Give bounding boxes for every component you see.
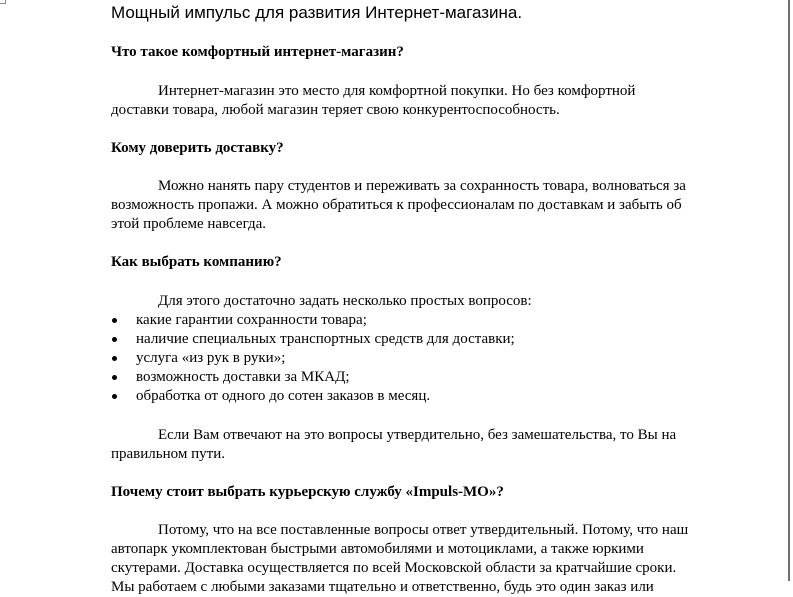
document-title: Мощный импульс для развития Интернет-магазина.	[111, 3, 523, 22]
paragraph-line: Можно нанять пару студентов и переживать за сохранность товара, волноваться за	[158, 178, 686, 194]
bullet-icon	[112, 375, 117, 380]
section-heading: Кому доверить доставку?	[111, 140, 284, 156]
list-item-text: наличие специальных транспортных средств для доставки;	[136, 331, 515, 347]
paragraph-line: правильном пути.	[111, 446, 225, 462]
bullet-icon	[112, 394, 117, 399]
list-item-text: услуга «из рук в руки»;	[136, 350, 286, 366]
bullet-icon	[112, 318, 117, 323]
paragraph-line: скутерами. Доставка осуществляется по всей Московской области за кратчайшие сроки.	[111, 560, 677, 576]
list-item-text: обработка от одного до сотен заказов в месяц.	[136, 388, 431, 404]
list-item	[111, 330, 736, 349]
paragraph-line: возможность пропажи. А можно обратиться к профессионалам по доставкам и забыть об	[111, 197, 682, 213]
paragraph-line: автопарк укомплектован быстрыми автомобилями и мотоциклами, а также юркими	[111, 541, 644, 557]
section-intro: Для этого достаточно задать несколько простых вопросов:	[158, 293, 532, 309]
paragraph-line: Если Вам отвечают на это вопросы утвердительно, без замешательства, то Вы на	[158, 427, 677, 443]
section-paragraph	[111, 82, 736, 120]
list-item-text: какие гарантии сохранности товара;	[136, 312, 367, 328]
section-paragraph	[111, 521, 736, 597]
list-item	[111, 368, 736, 387]
section-heading: Почему стоит выбрать курьерскую службу «Impuls-MO»?	[111, 484, 504, 500]
paragraph-line: доставки товара, любой магазин теряет свою конкурентоспособность.	[111, 102, 560, 118]
list-item	[111, 311, 736, 330]
paragraph-line: этой проблеме навсегда.	[111, 216, 267, 232]
list-item-text: возможность доставки за МКАД;	[136, 369, 350, 385]
bullet-icon	[112, 337, 117, 342]
document-body	[111, 0, 736, 597]
bullet-list	[111, 311, 736, 406]
paragraph-line: Потому, что на все поставленные вопросы ответ утвердительный. Потому, что наш	[158, 522, 689, 538]
bullet-icon	[112, 356, 117, 361]
section-heading: Как выбрать компанию?	[111, 254, 282, 270]
list-item	[111, 387, 736, 406]
section-heading: Что такое комфортный интернет-магазин?	[111, 44, 404, 60]
section-paragraph	[111, 426, 736, 464]
list-item	[111, 349, 736, 368]
page-corner-mark	[0, 0, 6, 4]
paragraph-line: Мы работаем с любыми заказами тщательно и ответственно, будь это один заказ или	[111, 579, 654, 595]
section-paragraph	[111, 177, 736, 234]
paragraph-line: Интернет-магазин это место для комфортной покупки. Но без комфортной	[158, 83, 636, 99]
